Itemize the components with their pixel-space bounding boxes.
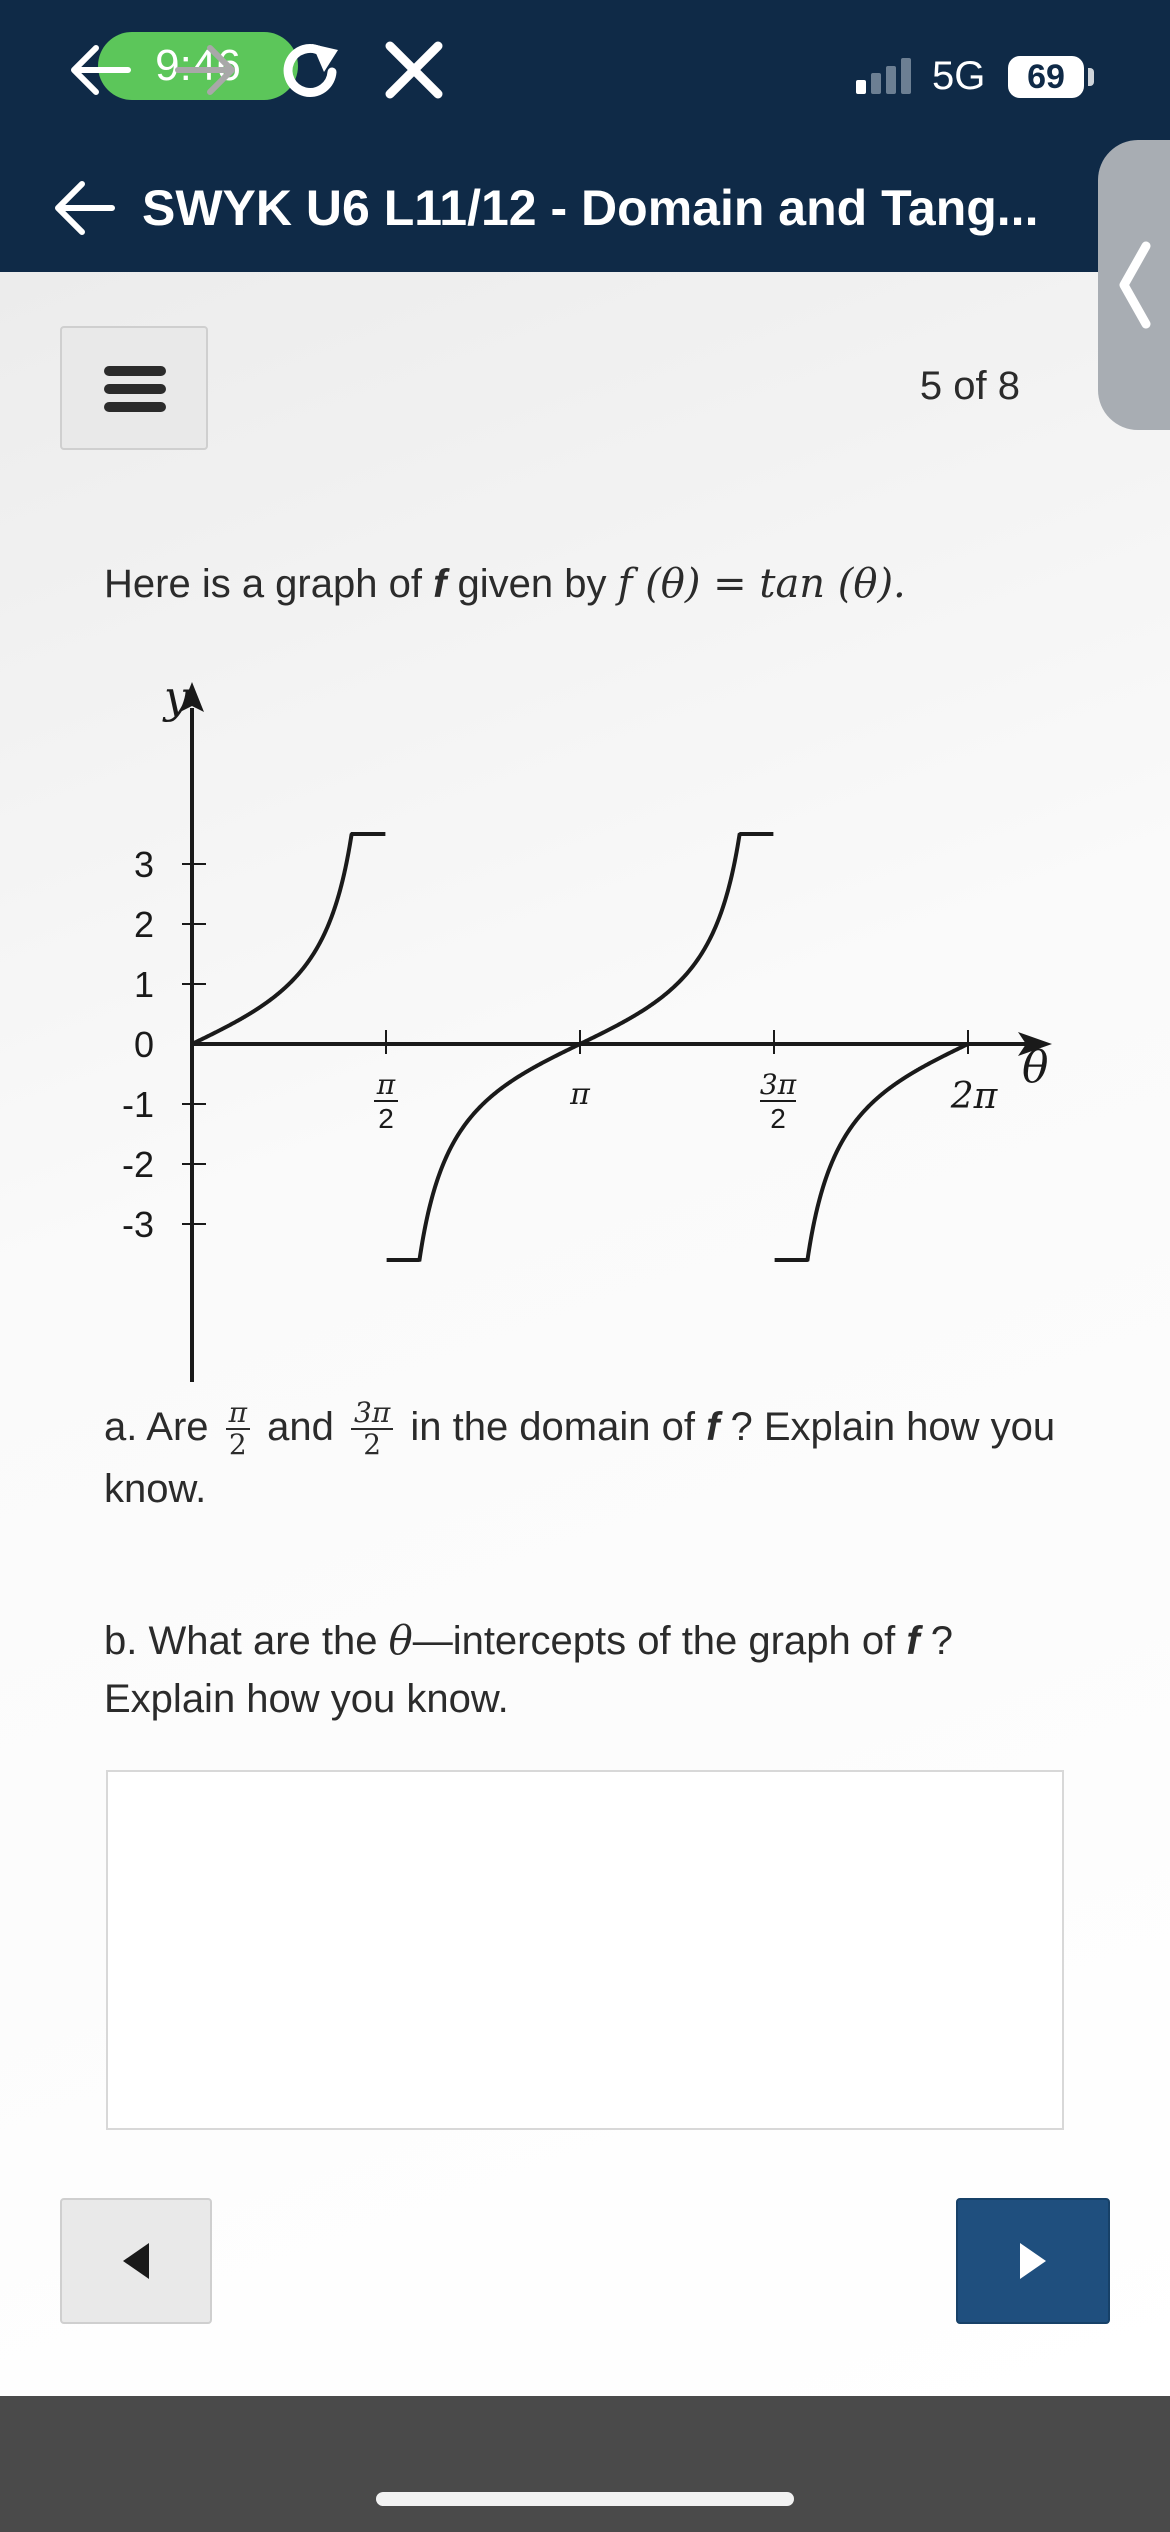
x-tick-label-half-pi-den: 2	[378, 1103, 394, 1134]
question-a-middle: in the domain of	[399, 1405, 707, 1449]
question-intro	[104, 556, 1104, 612]
network-label: 5G	[932, 54, 986, 98]
intro-prefix: Here is a graph of	[104, 562, 434, 606]
y-tick-label: -3	[121, 1204, 154, 1245]
fraction-half-pi-den: 2	[228, 1428, 247, 1462]
y-tick-label: -2	[121, 1144, 154, 1185]
arrow-left-icon[interactable]	[62, 32, 138, 108]
question-a-prefix: a. Are	[104, 1405, 220, 1449]
next-button[interactable]	[956, 2198, 1110, 2324]
fraction-three-half-pi	[351, 1398, 393, 1460]
home-indicator	[376, 2492, 794, 2506]
question-a-suffix: ? Explain how you know.	[104, 1405, 1056, 1512]
question-b-prefix: b. What are the	[104, 1619, 389, 1663]
question-b-middle: —intercepts of the graph of	[412, 1619, 907, 1663]
back-arrow-icon[interactable]	[48, 172, 120, 244]
signal-strength-icon	[856, 58, 912, 94]
fraction-half-pi-num: π	[226, 1398, 250, 1430]
y-tick-label: 3	[133, 844, 154, 885]
question-a-function-name: f	[706, 1405, 720, 1449]
question-b	[104, 1612, 1084, 1728]
page-title: SWYK U6 L11/12 - Domain and Tang...	[142, 180, 1039, 236]
hamburger-menu-icon-bar	[104, 402, 166, 412]
arrow-right-icon[interactable]	[168, 32, 244, 108]
fraction-three-half-pi-num: 3π	[351, 1398, 393, 1430]
x-tick-label-three-half-pi-num: 3π	[759, 1068, 797, 1101]
fraction-three-half-pi-den: 2	[363, 1428, 382, 1462]
question-a	[104, 1398, 1084, 1518]
tangent-curve-branch-3	[775, 1044, 968, 1260]
x-tick-label-three-half-pi-den: 2	[770, 1103, 786, 1134]
hamburger-menu-icon-bar	[104, 384, 166, 394]
tangent-curve-branch-1	[192, 834, 385, 1044]
page-indicator: 5 of 8	[919, 364, 1020, 408]
chevron-left-icon[interactable]	[1112, 240, 1156, 330]
status-time: 9:46	[98, 32, 298, 100]
browser-toolbar	[0, 2396, 1170, 2532]
x-tick-label-two-pi: 2π	[950, 1076, 998, 1117]
intro-middle: given by	[446, 562, 618, 606]
intro-equation: f (θ) = tan (θ).	[617, 561, 906, 607]
fraction-half-pi	[226, 1398, 250, 1460]
battery-indicator: 69	[1008, 56, 1084, 98]
reload-icon[interactable]	[272, 32, 348, 108]
y-axis-label: y	[164, 672, 189, 723]
y-tick-label: 1	[133, 964, 154, 1005]
triangle-left-icon	[121, 2241, 151, 2281]
x-tick-label-half-pi-num: π	[376, 1068, 396, 1101]
battery-nub	[1088, 68, 1094, 86]
question-b-theta: θ	[388, 1618, 413, 1664]
intro-function-name: f	[433, 562, 447, 606]
previous-button[interactable]	[60, 2198, 212, 2324]
x-axis-label: θ	[1022, 1042, 1049, 1093]
menu-button[interactable]	[60, 326, 208, 450]
hamburger-menu-icon	[104, 366, 166, 376]
question-b-suffix: ? Explain how you know.	[104, 1619, 953, 1721]
y-tick-label: -1	[121, 1084, 154, 1125]
answer-textarea[interactable]	[106, 1770, 1064, 2130]
close-icon[interactable]	[376, 32, 452, 108]
triangle-right-icon	[1018, 2241, 1048, 2281]
x-tick-label-pi: π	[570, 1077, 590, 1112]
y-tick-label: 2	[133, 904, 154, 945]
question-b-function-name: f	[906, 1619, 920, 1663]
tangent-graph	[90, 670, 1070, 1410]
question-a-and: and	[256, 1405, 345, 1449]
y-tick-label: 0	[133, 1024, 154, 1065]
